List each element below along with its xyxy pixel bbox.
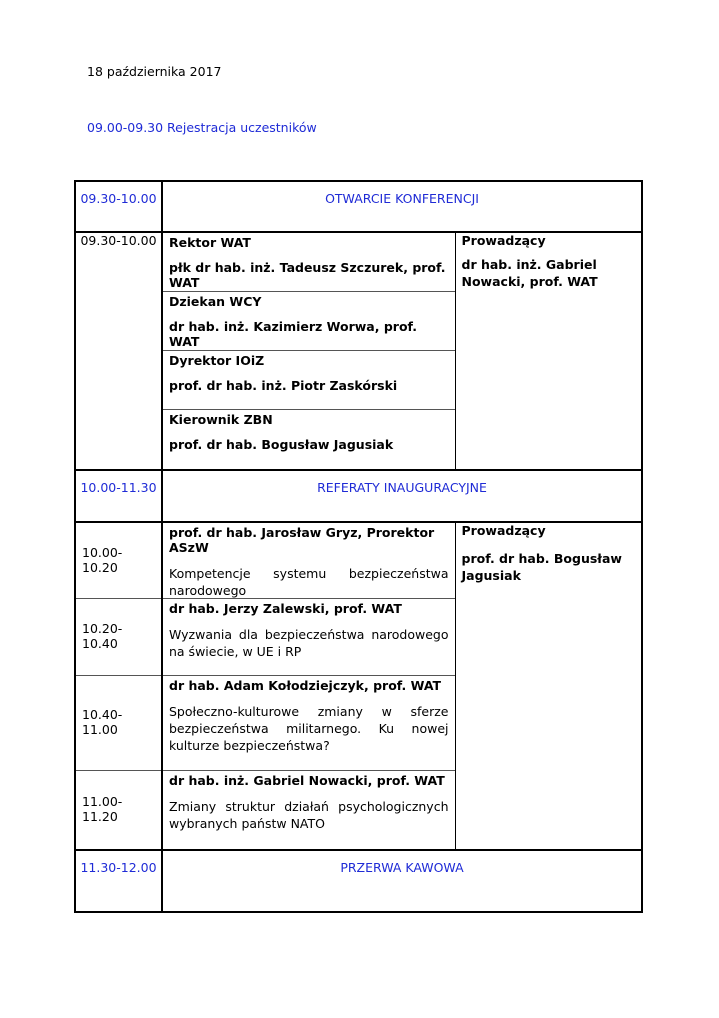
speaker-role: Rektor WAT [169,235,251,250]
talk-speaker: dr hab. inż. Gabriel Nowacki, prof. WAT [169,773,445,788]
speaker-name: dr hab. inż. Kazimierz Worwa, prof. WAT [169,319,418,349]
document-date: 18 października 2017 [87,64,222,79]
speaker-role: Dyrektor IOiZ [169,353,265,368]
talk-speaker: dr hab. Jerzy Zalewski, prof. WAT [169,601,402,616]
host-name: prof. dr hab. Bogusław Jagusiak [461,551,622,583]
host-cell [455,522,642,850]
host-label: Prowadzący [461,523,546,538]
talk-topic: Społeczno-kulturowe zmiany w sferze bezpieczeństwa militarnego. Ku nowej kulturze bezpieczeństwa? [169,704,449,753]
host-label: Prowadzący [461,233,546,248]
schedule-table [74,180,643,913]
speaker-box [163,292,455,351]
talks-cell [162,522,455,850]
host-name: dr hab. inż. Gabriel Nowacki, prof. WAT [461,257,598,289]
talk-time: 10.00-10.20 [76,523,161,599]
speaker-name: płk dr hab. inż. Tadeusz Szczurek, prof. WAT [169,260,446,290]
section-header-keynotes [75,470,642,522]
talk-time: 11.00-11.20 [82,794,123,824]
section-header-break [75,850,642,912]
section-title: OTWARCIE KONFERENCJI [162,181,642,232]
section-title: REFERATY INAUGURACYJNE [162,470,642,522]
speaker-role: Dziekan WCY [169,294,262,309]
row-time: 09.30-10.00 [75,232,162,470]
section-time: 10.00-11.30 [75,470,162,522]
talk-speaker: dr hab. Adam Kołodziejczyk, prof. WAT [169,678,442,693]
times-cell [75,522,162,850]
section-time: 09.30-10.00 [75,181,162,232]
speaker-name: prof. dr hab. inż. Piotr Zaskórski [169,378,398,393]
keynotes-row [75,522,642,850]
section-title: PRZERWA KAWOWA [162,850,642,912]
talk-speaker: prof. dr hab. Jarosław Gryz, Prorektor ASzW [169,525,435,555]
section-time: 11.30-12.00 [75,850,162,912]
speaker-box [163,351,455,410]
speaker-name: prof. dr hab. Bogusław Jagusiak [169,437,394,452]
talk-topic: Zmiany struktur działań psychologicznych wybranych państw NATO [169,799,449,831]
talk-time: 10.40-11.00 [76,676,161,771]
talk-box [163,523,455,599]
opening-row [75,232,642,470]
speaker-box [163,233,455,292]
talk-topic: Kompetencje systemu bezpieczeństwa narodowego [169,566,449,598]
talk-box [163,771,455,849]
section-header-opening [75,181,642,232]
speakers-cell [162,232,455,470]
speaker-box [163,410,455,469]
registration-line: 09.00-09.30 Rejestracja uczestników [87,120,317,135]
host-cell [455,232,642,470]
talk-box [163,599,455,676]
talk-topic: Wyzwania dla bezpieczeństwa narodowego na świecie, w UE i RP [169,627,449,659]
speaker-role: Kierownik ZBN [169,412,273,427]
talk-box [163,676,455,771]
talk-time: 10.20-10.40 [76,599,161,676]
